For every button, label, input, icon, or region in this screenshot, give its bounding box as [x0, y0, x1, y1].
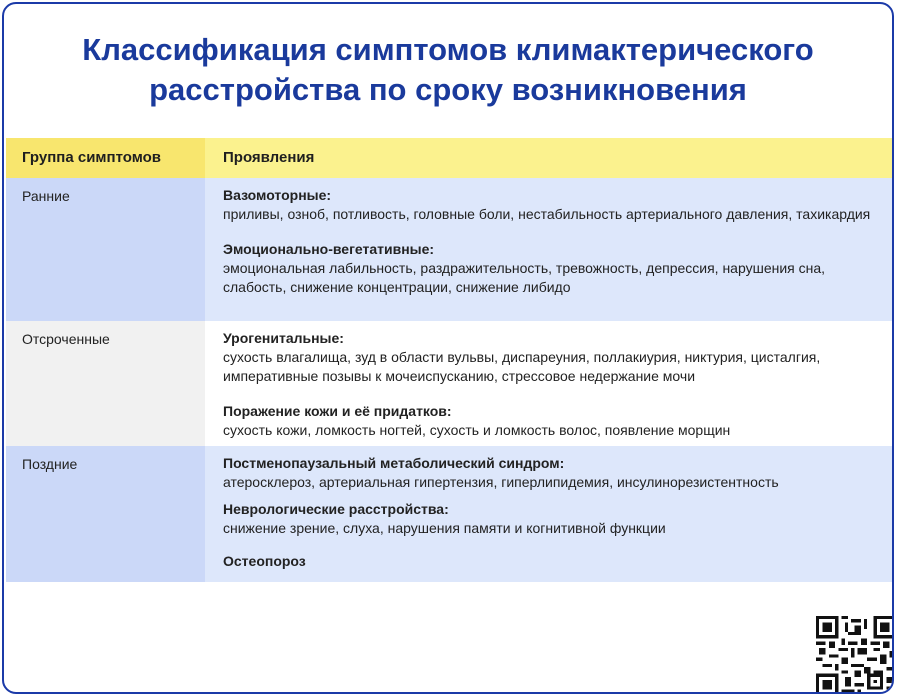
category: [223, 446, 888, 492]
category: [223, 224, 888, 297]
manifestations-cell: [205, 321, 894, 446]
category: [223, 178, 888, 224]
category-title: Урогенитальные:: [223, 330, 344, 346]
manifestations-cell: [205, 446, 894, 582]
group-cell: [6, 321, 205, 446]
manifestations-cell: [205, 178, 894, 321]
category: [223, 386, 888, 440]
header-group: Группа симптомов: [6, 138, 205, 178]
category-desc: сухость кожи, ломкость ногтей, сухость и ломкость волос, появление морщин: [223, 422, 731, 438]
category-title: Эмоционально-вегетативные:: [223, 241, 435, 257]
category-desc: эмоциональная лабильность, раздражительность, тревожность, депрессия, нарушения сна, слабость, снижение концентрации, снижение либидо: [223, 260, 826, 295]
category-title: Остеопороз: [223, 553, 306, 569]
card-frame: [2, 2, 894, 694]
category-title: Вазомоторные:: [223, 187, 332, 203]
group-label: Ранние: [22, 188, 70, 204]
group-cell: [6, 446, 205, 582]
table-row: [6, 446, 894, 582]
table-row: [6, 321, 894, 446]
category-desc: снижение зрение, слуха, нарушения памяти и когнитивной функции: [223, 520, 666, 536]
category-title: Поражение кожи и её придатков:: [223, 403, 452, 419]
category: [223, 492, 888, 538]
category-desc: сухость влагалища, зуд в области вульвы, диспареуния, поллакиурия, никтурия, цисталгия, императивные позывы к мочеиспусканию, стрессовое недержание мочи: [223, 349, 821, 384]
category: [223, 321, 888, 386]
page-title: Классификация симптомов климактерического расстройства по сроку возникновения: [82, 32, 814, 107]
category-title: Постменопаузальный метаболический синдром:: [223, 455, 565, 471]
category: [223, 538, 888, 571]
category-desc: атеросклероз, артериальная гипертензия, гиперлипидемия, инсулинорезистентность: [223, 474, 779, 490]
category-desc: приливы, озноб, потливость, головные боли, нестабильность артериального давления, тахикардия: [223, 206, 871, 222]
header-manifestations: Проявления: [205, 138, 894, 178]
group-label: Отсроченные: [22, 331, 110, 347]
qr-code-icon: [816, 616, 894, 694]
symptoms-table: [6, 138, 894, 582]
group-cell: [6, 178, 205, 321]
category-title: Неврологические расстройства:: [223, 501, 449, 517]
group-label: Поздние: [22, 456, 78, 472]
table-header: [6, 138, 894, 178]
table-row: [6, 178, 894, 321]
